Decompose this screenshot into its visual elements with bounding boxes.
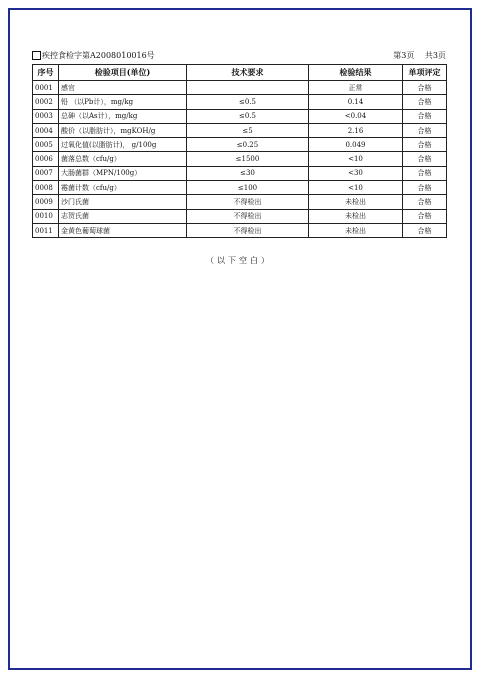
cell-assessment: 合格 — [403, 223, 447, 237]
total-pages: 共3页 — [424, 50, 446, 60]
table-row — [33, 223, 447, 237]
cell-result: 正常 — [309, 81, 403, 95]
cell-index: 0003 — [33, 109, 59, 123]
cell-assessment: 合格 — [403, 195, 447, 209]
cell-requirement: 不得检出 — [187, 195, 309, 209]
cell-result: 2.16 — [309, 123, 403, 137]
cell-item: 菌落总数（cfu/g） — [59, 152, 187, 166]
cell-result: 未检出 — [309, 195, 403, 209]
cell-assessment: 合格 — [403, 81, 447, 95]
cell-index: 0009 — [33, 195, 59, 209]
table-body — [33, 81, 447, 238]
cell-assessment: 合格 — [403, 209, 447, 223]
cell-requirement: ≤0.25 — [187, 138, 309, 152]
table-row — [33, 166, 447, 180]
cell-index: 0010 — [33, 209, 59, 223]
col-header-item: 检验项目(单位) — [59, 65, 187, 81]
cell-result: 未检出 — [309, 223, 403, 237]
cell-item: 霉菌计数（cfu/g） — [59, 181, 187, 195]
cell-assessment: 合格 — [403, 166, 447, 180]
cell-index: 0011 — [33, 223, 59, 237]
cell-requirement: ≤1500 — [187, 152, 309, 166]
col-header-index: 序号 — [33, 65, 59, 81]
table-row — [33, 152, 447, 166]
cell-result: <30 — [309, 166, 403, 180]
table-row — [33, 95, 447, 109]
cell-item: 过氧化值(以脂肪计)， g/100g — [59, 138, 187, 152]
cell-result: <0.04 — [309, 109, 403, 123]
col-header-assessment: 单项评定 — [403, 65, 447, 81]
cell-assessment: 合格 — [403, 181, 447, 195]
table-header-row — [33, 65, 447, 81]
cell-item: 总砷（以As计），mg/kg — [59, 109, 187, 123]
cell-assessment: 合格 — [403, 152, 447, 166]
table-row — [33, 181, 447, 195]
col-header-requirement: 技术要求 — [187, 65, 309, 81]
cell-result: 未检出 — [309, 209, 403, 223]
cell-item: 铅 （以Pb计），mg/kg — [59, 95, 187, 109]
cell-requirement: 不得检出 — [187, 209, 309, 223]
cell-requirement: ≤0.5 — [187, 95, 309, 109]
table-row — [33, 209, 447, 223]
doc-number: 疾控食检字第A2008010016号 — [42, 50, 155, 60]
cell-item: 酸价（以脂肪计），mgKOH/g — [59, 123, 187, 137]
cell-assessment: 合格 — [403, 123, 447, 137]
cell-requirement — [187, 81, 309, 95]
cell-requirement: ≤5 — [187, 123, 309, 137]
report-header — [32, 48, 446, 62]
cell-assessment: 合格 — [403, 95, 447, 109]
cell-requirement: ≤0.5 — [187, 109, 309, 123]
cell-item: 沙门氏菌 — [59, 195, 187, 209]
cell-index: 0001 — [33, 81, 59, 95]
page-indicator — [385, 50, 446, 61]
table-row — [33, 81, 447, 95]
cell-result: 0.14 — [309, 95, 403, 109]
col-header-result: 检验结果 — [309, 65, 403, 81]
cell-item: 感官 — [59, 81, 187, 95]
cell-requirement: ≤30 — [187, 166, 309, 180]
cell-requirement: 不得检出 — [187, 223, 309, 237]
table-row — [33, 195, 447, 209]
table-row — [33, 109, 447, 123]
cell-item: 志贺氏菌 — [59, 209, 187, 223]
cell-index: 0002 — [33, 95, 59, 109]
inspection-results-table — [32, 64, 447, 238]
cell-result: <10 — [309, 152, 403, 166]
table-row — [33, 138, 447, 152]
cell-item: 大肠菌群（MPN/100g） — [59, 166, 187, 180]
cell-index: 0005 — [33, 138, 59, 152]
doc-number-group — [32, 50, 155, 61]
cell-index: 0007 — [33, 166, 59, 180]
blank-below-note: （以下空白） — [206, 256, 272, 265]
cell-result: <10 — [309, 181, 403, 195]
cell-assessment: 合格 — [403, 138, 447, 152]
cell-index: 0004 — [33, 123, 59, 137]
cell-requirement: ≤100 — [187, 181, 309, 195]
cell-item: 金黄色葡萄球菌 — [59, 223, 187, 237]
checkbox-icon[interactable] — [32, 51, 41, 60]
page-number: 第3页 — [393, 50, 415, 60]
cell-assessment: 合格 — [403, 109, 447, 123]
cell-result: 0.049 — [309, 138, 403, 152]
cell-index: 0008 — [33, 181, 59, 195]
cell-index: 0006 — [33, 152, 59, 166]
table-row — [33, 123, 447, 137]
